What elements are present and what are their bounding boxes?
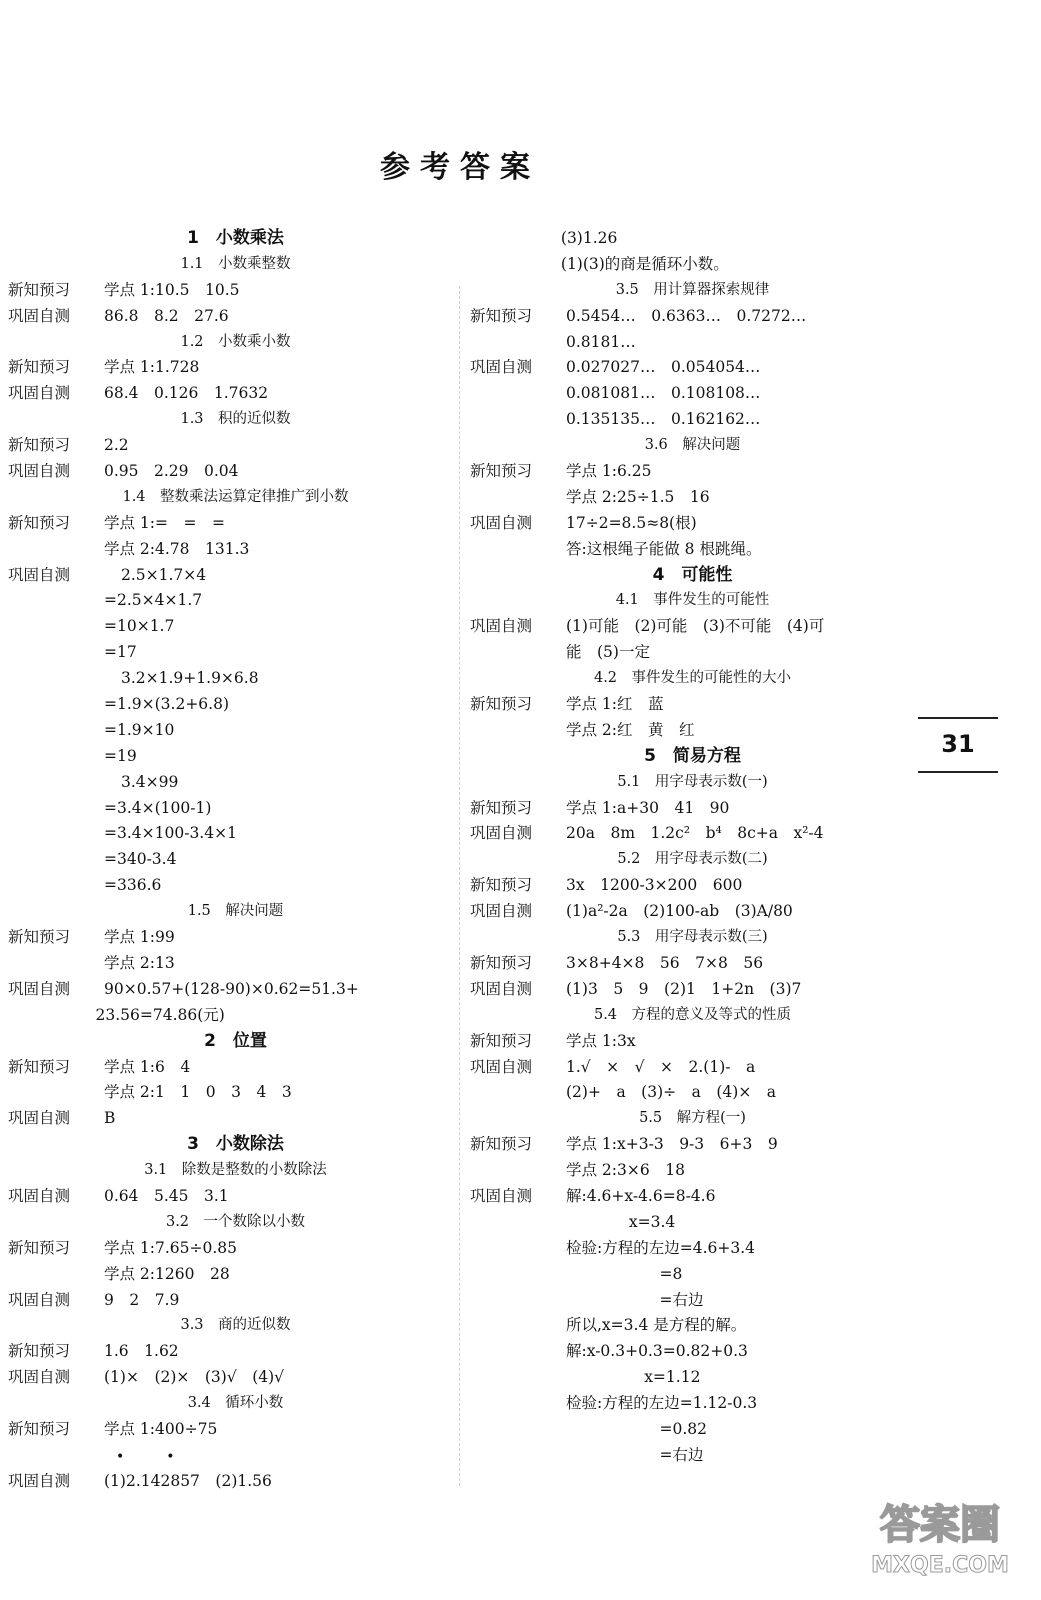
section-heading: 1.5 解决问题 <box>187 903 284 920</box>
answer-line <box>8 304 463 330</box>
answer-line <box>8 433 463 459</box>
chapter-heading: 1 小数乘法 <box>187 228 284 248</box>
answer-label: 新知预习 <box>470 462 533 481</box>
section-heading: 1.2 小数乘小数 <box>180 333 291 350</box>
answer-content: 学点 1:10.5 10.5 <box>104 280 240 299</box>
answer-content: =1.9×(3.2+6.8) <box>104 695 230 714</box>
answer-line <box>8 511 463 537</box>
answer-line <box>470 1339 915 1365</box>
answer-content: 学点 1:红 蓝 <box>566 695 664 714</box>
left-column <box>8 226 463 1495</box>
chapter-heading: 3 小数除法 <box>187 1134 284 1155</box>
answer-content: 23.56=74.86(元) <box>95 1005 225 1024</box>
answer-content: 所以,x=3.4 是方程的解。 <box>566 1316 747 1335</box>
answer-content: =0.82 <box>659 1419 707 1438</box>
answer-content: (1)a²-2a (2)100-ab (3)A/80 <box>566 902 793 921</box>
answer-content: 学点 1:400÷75 <box>104 1419 218 1438</box>
answer-line <box>470 1184 915 1210</box>
answer-label: 巩固自测 <box>470 902 533 921</box>
answer-content: 2.5×1.7×4 <box>121 565 207 584</box>
answer-line <box>470 1210 915 1236</box>
dot-marks: •• <box>116 1448 217 1465</box>
answer-line <box>8 796 463 822</box>
answer-line <box>8 1080 463 1106</box>
chapter-heading: 5 简易方程 <box>644 745 741 766</box>
answer-content: (1)× (2)× (3)√ (4)√ <box>104 1368 285 1387</box>
answer-content: 20a 8m 1.2c² b⁴ 8c+a x²-4 <box>566 824 824 843</box>
answer-label: 巩固自测 <box>8 462 71 481</box>
section-heading: 1.4 整数乘法运算定律推广到小数 <box>122 488 349 505</box>
answer-content: 86.8 8.2 27.6 <box>104 306 229 325</box>
answer-line <box>470 1313 915 1339</box>
answer-line <box>8 1365 463 1391</box>
section-heading: 3.6 解决问题 <box>644 437 741 454</box>
answer-label: 新知预习 <box>470 306 533 325</box>
answer-line <box>8 821 463 847</box>
answer-label: 巩固自测 <box>8 1471 71 1490</box>
right-column <box>470 226 915 1469</box>
answer-content: 1.√ × √ × 2.(1)- a <box>566 1057 756 1076</box>
answer-label: 巩固自测 <box>8 1290 71 1309</box>
chapter-heading: 2 位置 <box>204 1030 267 1051</box>
answer-content: 学点 1:a+30 41 90 <box>566 798 730 817</box>
answer-line <box>470 977 915 1003</box>
answer-line <box>470 511 915 537</box>
answer-line <box>8 381 463 407</box>
answer-content: 检验:方程的左边=4.6+3.4 <box>566 1238 755 1257</box>
answer-label: 巩固自测 <box>8 384 71 403</box>
answer-content: (1)(3)的商是循环小数。 <box>560 254 729 273</box>
answer-label: 新知预习 <box>470 1135 533 1154</box>
answer-label: 巩固自测 <box>470 1186 533 1205</box>
page-number: 31 <box>918 717 998 773</box>
answer-content: 9 2 7.9 <box>104 1290 180 1309</box>
answer-label: 巩固自测 <box>470 513 533 532</box>
section-heading: 3.1 除数是整数的小数除法 <box>144 1162 327 1179</box>
answer-label: 新知预习 <box>470 953 533 972</box>
answer-content: x=1.12 <box>644 1368 701 1387</box>
answer-content: (3)1.26 <box>560 229 618 247</box>
answer-line <box>8 640 463 666</box>
answer-line <box>8 1184 463 1210</box>
answer-content: 学点 2:1260 28 <box>104 1264 230 1283</box>
answer-line <box>8 718 463 744</box>
answer-label: 巩固自测 <box>8 1109 71 1128</box>
answer-line <box>470 899 915 925</box>
answer-label: 巩固自测 <box>470 617 533 636</box>
answer-line <box>470 226 915 252</box>
answer-content: B <box>104 1109 116 1128</box>
answer-line <box>8 1417 463 1443</box>
answer-line <box>8 1236 463 1262</box>
answer-content: 3×8+4×8 56 7×8 56 <box>566 953 764 972</box>
answer-content: 学点 1:6.25 <box>566 462 652 481</box>
answer-content: 学点 1:7.65÷0.85 <box>104 1238 238 1257</box>
answer-label: 新知预习 <box>8 1238 71 1257</box>
answer-line <box>470 1443 915 1469</box>
answer-content: 学点 2:13 <box>104 953 175 972</box>
answer-line <box>8 537 463 563</box>
page-title: 参考答案 <box>380 150 540 185</box>
answer-content: =340-3.4 <box>104 850 177 869</box>
answer-line <box>470 951 915 977</box>
answer-content: 0.5454… 0.6363… 0.7272… <box>566 306 807 325</box>
answer-content: =17 <box>104 643 137 662</box>
answer-content: =336.6 <box>104 876 162 895</box>
answer-line <box>8 1339 463 1365</box>
answer-content: 学点 2:1 1 0 3 4 3 <box>104 1083 292 1102</box>
answer-line <box>8 1469 463 1495</box>
answer-line <box>470 1262 915 1288</box>
watermark <box>845 1495 1035 1595</box>
answer-content: (2)+ a (3)÷ a (4)× a <box>566 1083 777 1102</box>
answer-content: 0.081081… 0.108108… <box>566 384 761 403</box>
answer-label: 新知预习 <box>470 798 533 817</box>
answer-content: 学点 1:= = = <box>104 513 225 532</box>
answer-line <box>470 796 915 822</box>
answer-content: 检验:方程的左边=1.12-0.3 <box>566 1394 758 1413</box>
answer-line <box>470 718 915 744</box>
section-heading: 3.5 用计算器探索规律 <box>615 281 770 298</box>
answer-content: (1)2.142857 (2)1.56 <box>104 1471 272 1490</box>
answer-content: =2.5×4×1.7 <box>104 591 203 610</box>
answer-line <box>470 252 915 278</box>
answer-content: =19 <box>104 746 137 765</box>
answer-line <box>8 744 463 770</box>
section-heading: 4.1 事件发生的可能性 <box>615 592 770 609</box>
answer-label: 巩固自测 <box>8 565 71 584</box>
answer-content: 68.4 0.126 1.7632 <box>104 384 269 403</box>
answer-line <box>470 407 915 433</box>
answer-label: 巩固自测 <box>470 358 533 377</box>
answer-content: 学点 1:3x <box>566 1031 636 1050</box>
answer-line <box>470 1365 915 1391</box>
answer-line <box>470 692 915 718</box>
answer-label: 新知预习 <box>8 1057 71 1076</box>
answer-line <box>470 821 915 847</box>
answer-label: 新知预习 <box>470 876 533 895</box>
answer-line <box>8 873 463 899</box>
section-heading: 5.3 用字母表示数(三) <box>617 929 768 946</box>
answer-content: 90×0.57+(128-90)×0.62=51.3+ <box>104 979 359 998</box>
answer-label: 新知预习 <box>470 695 533 714</box>
answer-line <box>8 278 463 304</box>
section-heading: 5.5 解方程(一) <box>639 1110 746 1127</box>
answer-content: 学点 1:1.728 <box>104 358 200 377</box>
answer-line <box>8 563 463 589</box>
section-heading: 5.4 方程的意义及等式的性质 <box>593 1006 792 1023</box>
answer-line <box>470 1236 915 1262</box>
section-heading: 1.3 积的近似数 <box>180 411 291 428</box>
repeating-decimal-dots <box>8 1443 463 1469</box>
answer-label: 新知预习 <box>8 928 71 947</box>
answer-content: 0.027027… 0.054054… <box>566 358 761 377</box>
answer-line <box>8 666 463 692</box>
answer-line <box>8 355 463 381</box>
answer-content: 3x 1200-3×200 600 <box>566 876 743 895</box>
answer-content: 0.95 2.29 0.04 <box>104 462 239 481</box>
answer-line <box>8 588 463 614</box>
section-heading: 5.1 用字母表示数(一) <box>617 773 768 790</box>
answer-content: 2.2 <box>104 436 129 455</box>
answer-label: 新知预习 <box>8 436 71 455</box>
answer-content: =3.4×(100-1) <box>104 798 212 817</box>
answer-content: 17÷2=8.5≈8(根) <box>566 513 697 532</box>
answer-content: 0.8181… <box>566 332 636 351</box>
answer-label: 巩固自测 <box>470 1057 533 1076</box>
answer-content: (1)可能 (2)可能 (3)不可能 (4)可 <box>566 617 825 636</box>
chapter-heading: 4 可能性 <box>652 564 733 585</box>
answer-content: 学点 1:6 4 <box>104 1057 191 1076</box>
answer-content: 答:这根绳子能做 8 根跳绳。 <box>566 539 762 558</box>
answer-line <box>8 925 463 951</box>
answer-line <box>470 485 915 511</box>
answer-line <box>470 1391 915 1417</box>
answer-content: =右边 <box>659 1290 704 1309</box>
answer-line <box>8 1262 463 1288</box>
answer-line <box>470 1132 915 1158</box>
answer-content: 学点 2:4.78 131.3 <box>104 539 250 558</box>
answer-line <box>470 873 915 899</box>
answer-line <box>8 847 463 873</box>
answer-line <box>8 692 463 718</box>
answer-line <box>8 977 463 1003</box>
answer-line <box>8 1288 463 1314</box>
answer-label: 巩固自测 <box>8 1186 71 1205</box>
answer-content: 学点 1:99 <box>104 928 175 947</box>
answer-line <box>470 614 915 640</box>
answer-label: 巩固自测 <box>470 824 533 843</box>
answer-label: 巩固自测 <box>8 979 71 998</box>
answer-line <box>8 1055 463 1081</box>
section-heading: 3.2 一个数除以小数 <box>165 1213 306 1230</box>
answer-line <box>8 770 463 796</box>
answer-content: (1)3 5 9 (2)1 1+2n (3)7 <box>566 979 802 998</box>
answer-content: =8 <box>659 1264 683 1283</box>
answer-label: 巩固自测 <box>470 979 533 998</box>
watermark-logo: 答案圈 <box>880 1502 1000 1548</box>
section-heading: 5.2 用字母表示数(二) <box>617 851 768 868</box>
answer-content: =3.4×100-3.4×1 <box>104 824 237 843</box>
answer-line <box>470 1158 915 1184</box>
answer-content: =1.9×10 <box>104 720 175 739</box>
answer-line <box>470 381 915 407</box>
answer-label: 新知预习 <box>8 280 71 299</box>
answer-line <box>470 330 915 356</box>
answer-line <box>8 1003 463 1029</box>
answer-line <box>470 640 915 666</box>
answer-line <box>470 537 915 563</box>
answer-content: 学点 2:25÷1.5 16 <box>566 487 710 506</box>
answer-content: 解:4.6+x-4.6=8-4.6 <box>566 1186 716 1205</box>
answer-line <box>8 1106 463 1132</box>
answer-content: 学点 2:红 黄 红 <box>566 720 695 739</box>
answer-content: x=3.4 <box>628 1212 676 1231</box>
answer-content: 0.64 5.45 3.1 <box>104 1186 229 1205</box>
answer-line <box>8 614 463 640</box>
answer-label: 新知预习 <box>8 513 71 532</box>
answer-content: 能 (5)一定 <box>566 643 650 662</box>
answer-label: 新知预习 <box>8 1419 71 1438</box>
answer-line <box>470 1417 915 1443</box>
answer-content: =10×1.7 <box>104 617 175 636</box>
answer-label: 新知预习 <box>8 1342 71 1361</box>
answer-label: 巩固自测 <box>8 1368 71 1387</box>
answer-line <box>470 459 915 485</box>
answer-label: 巩固自测 <box>8 306 71 325</box>
answer-content: 3.2×1.9+1.9×6.8 <box>121 669 259 688</box>
section-heading: 3.4 循环小数 <box>187 1395 284 1412</box>
answer-content: 1.6 1.62 <box>104 1342 179 1361</box>
answer-content: 学点 2:3×6 18 <box>566 1161 685 1180</box>
answer-line <box>470 1288 915 1314</box>
answer-line <box>8 951 463 977</box>
section-heading: 4.2 事件发生的可能性的大小 <box>593 670 792 687</box>
answer-line <box>470 1029 915 1055</box>
answer-content: 3.4×99 <box>121 772 179 791</box>
answer-label: 新知预习 <box>8 358 71 377</box>
section-heading: 1.1 小数乘整数 <box>180 255 291 272</box>
watermark-url: MXQE.COM <box>871 1553 1009 1578</box>
section-heading: 3.3 商的近似数 <box>180 1317 291 1334</box>
answer-line <box>470 1055 915 1081</box>
answer-content: 学点 1:x+3-3 9-3 6+3 9 <box>566 1135 778 1154</box>
answer-content: =右边 <box>659 1445 704 1464</box>
answer-content: 0.135135… 0.162162… <box>566 410 761 429</box>
answer-line <box>470 304 915 330</box>
answer-content: 解:x-0.3+0.3=0.82+0.3 <box>566 1342 748 1361</box>
answer-line <box>8 459 463 485</box>
answer-label: 新知预习 <box>470 1031 533 1050</box>
answer-line <box>470 355 915 381</box>
answer-line <box>470 1080 915 1106</box>
